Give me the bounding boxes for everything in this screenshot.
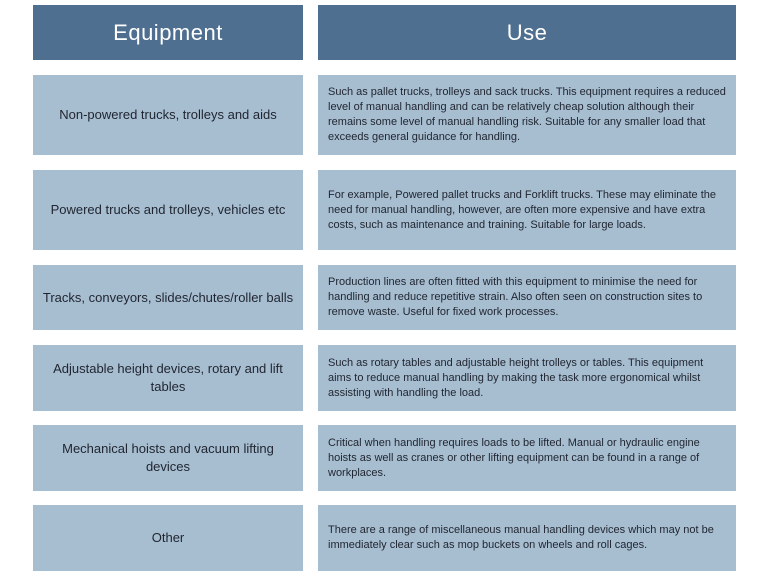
equipment-cell: Powered trucks and trolleys, vehicles etc: [33, 170, 303, 250]
equipment-cell: Tracks, conveyors, slides/chutes/roller balls: [33, 265, 303, 330]
equipment-cell: Mechanical hoists and vacuum lifting devices: [33, 425, 303, 491]
equipment-column-header: Equipment: [33, 5, 303, 60]
equipment-cell: Other: [33, 505, 303, 571]
use-column-header: Use: [318, 5, 736, 60]
use-cell: Production lines are often fitted with this equipment to minimise the need for handling and reduce repetitive strain. Also often seen on construction sites to remove waste. Useful for fixed work processes.: [318, 265, 736, 330]
use-cell: For example, Powered pallet trucks and Forklift trucks. These may eliminate the need for manual handling, however, are often more expensive and have extra costs, such as maintenance and training. Suitable for large loads.: [318, 170, 736, 250]
equipment-cell: Adjustable height devices, rotary and lift tables: [33, 345, 303, 411]
use-cell: There are a range of miscellaneous manual handling devices which may not be immediately clear such as mop buckets on wheels and roll cages.: [318, 505, 736, 571]
equipment-cell: Non-powered trucks, trolleys and aids: [33, 75, 303, 155]
use-cell: Critical when handling requires loads to be lifted. Manual or hydraulic engine hoists as well as cranes or other lifting equipment can be found in a range of workplaces.: [318, 425, 736, 491]
use-cell: Such as pallet trucks, trolleys and sack trucks. This equipment requires a reduced level of manual handling and can be relatively cheap solution although their remains some level of manual handling risk. Suitable for any smaller load that exceeds general guidance for handling.: [318, 75, 736, 155]
use-cell: Such as rotary tables and adjustable height trolleys or tables. This equipment aims to reduce manual handling by making the task more ergonomical whilst assisting with handling the load.: [318, 345, 736, 411]
